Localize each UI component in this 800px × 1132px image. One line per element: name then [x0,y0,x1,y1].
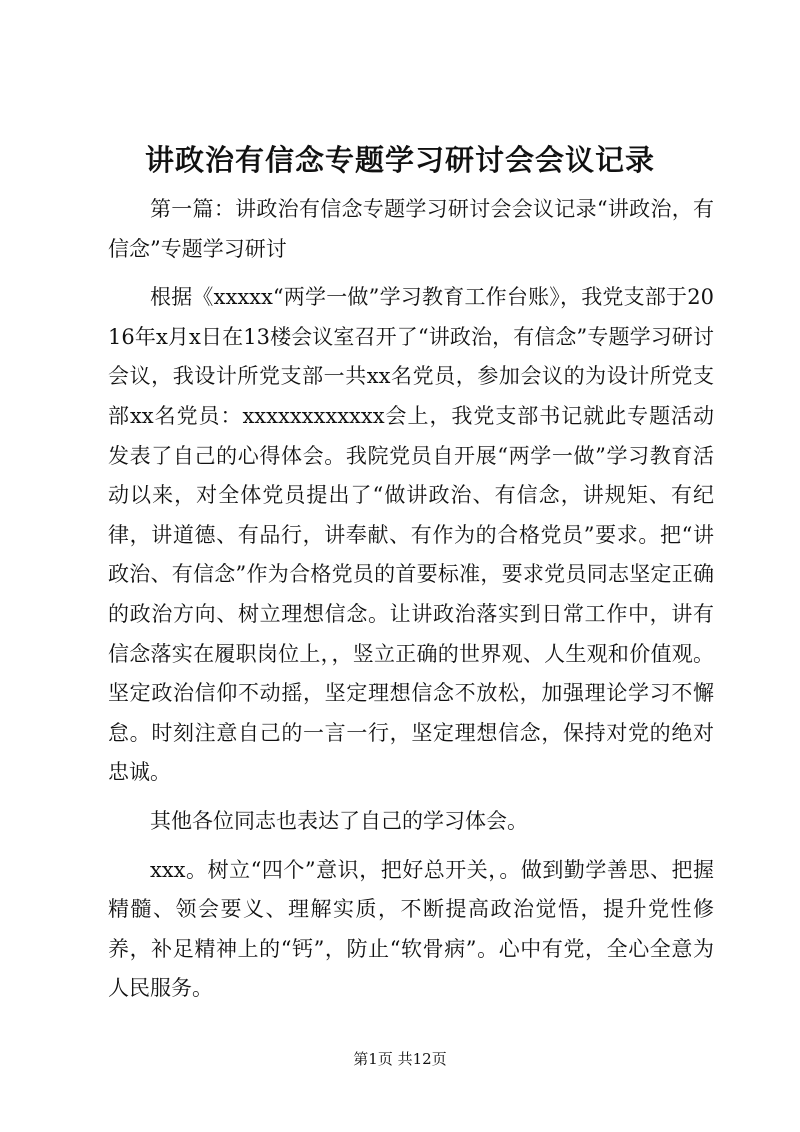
paragraph-intro: 第一篇：讲政治有信念专题学习研讨会会议记录“讲政治，有信念”专题学习研讨 [108,197,714,261]
document-body [108,190,714,1009]
paragraph-others: 其他各位同志也表达了自己的学习体会。 [150,808,528,833]
paragraph-xxx-remarks: xxx。树立“四个”意识，把好总开关，。做到勤学善思、把握精髓、领会要义、理解实质，不断提高政治觉悟，提升党性修养，补足精神上的“钙”，防止“软骨病”。心中有党，全心全意为人民服务。 [108,857,714,1001]
page-footer: 第1页 共12页 [353,1050,447,1068]
document-title: 讲政治有信念专题学习研讨会会议记录 [144,143,655,177]
paragraph-meeting-record: 根据《xxxxx“两学一做”学习教育工作台账》，我党支部于2016年x月x日在13楼会议室召开了“讲政治，有信念”专题学习研讨会议，我设计所党支部一共xx名党员，参加会议的为设计所党支部xx名党员：xxxxxxxxxxxx会上，我党支部书记就此专题活动发表了自己的心得体会。我院党员自开展“两学一做”学习教育活动以来，对全体党员提出了“做讲政治、有信念，讲规矩、有纪律，讲道德、有品行，讲奉献、有作为的合格党员”要求。把“讲政治、有信念”作为合格党员的首要标准，要求党员同志坚定正确的政治方向、树立理想信念。让讲政治落实到日常工作中，讲有信念落实在履职岗位上，，竖立正确的世界观、人生观和价值观。坚定政治信仰不动摇，坚定理想信念不放松，加强理论学习不懈怠。时刻注意自己的一言一行，坚定理想信念，保持对党的绝对忠诚。 [108,285,714,785]
